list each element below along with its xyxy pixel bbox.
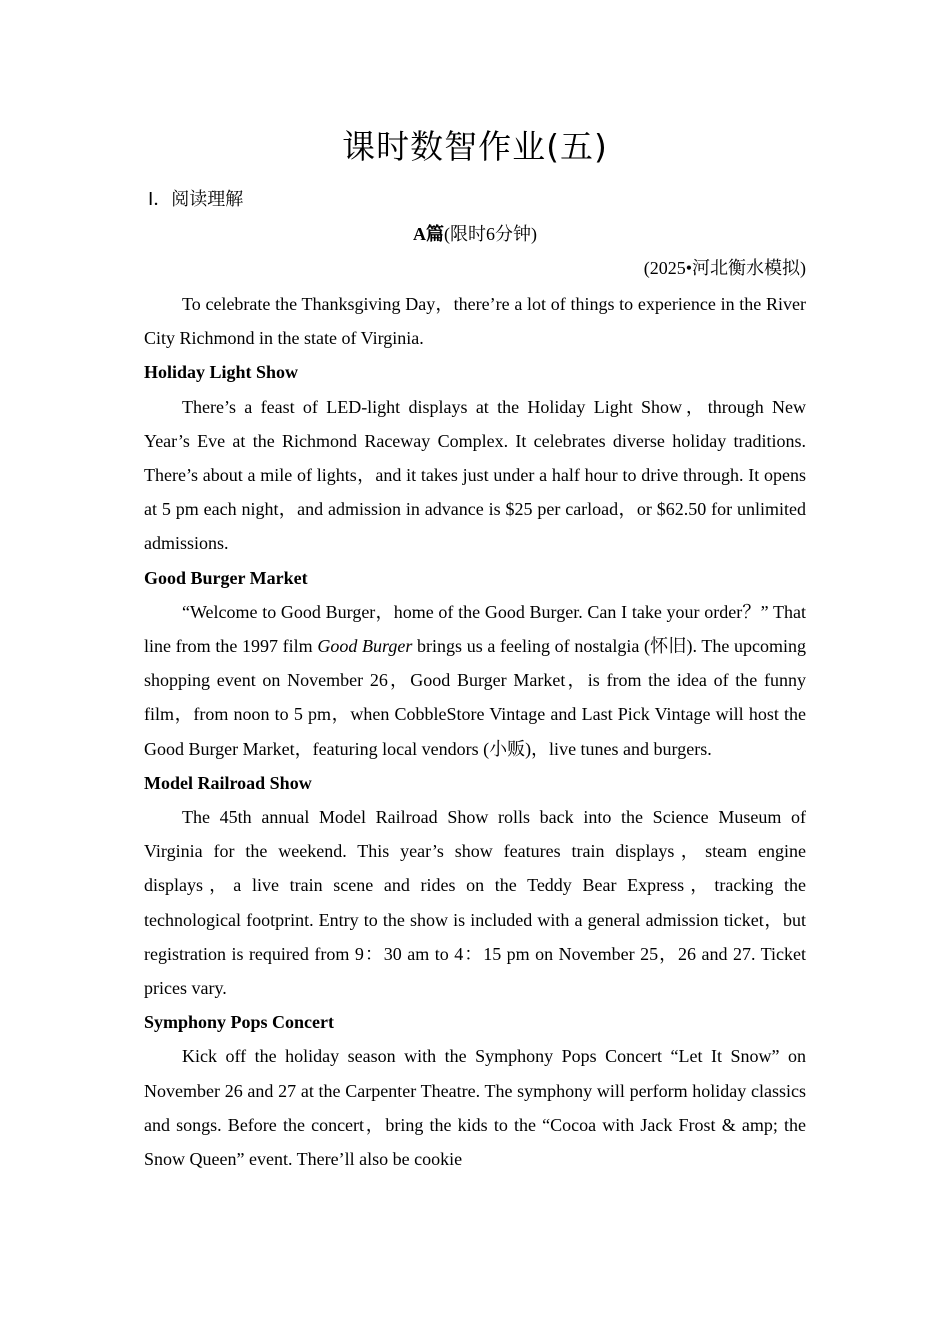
good-burger-text-part1: “Welcome to Good Burger，home of the Good Burger. Can I take your order？” That line from the 1997 film (144, 601, 806, 657)
intro-paragraph: To celebrate the Thanksgiving Day，there’re a lot of things to experience in the River City Richmond in the state of Virginia. (144, 294, 806, 349)
passage-name: A篇 (413, 224, 444, 244)
symphony-paragraph: Kick off the holiday season with the Symphony Pops Concert “Let It Snow” on November 26 and 27 at the Carpenter Theatre. The symphony will perform holiday classics and songs. Before the concert，bring the kids to the “Cocoa with Jack Frost & amp; the Snow Queen” event. There’ll also be cookie (144, 1046, 806, 1170)
source-citation: (2025•河北衡水模拟) (643, 258, 806, 278)
model-railroad-heading: Model Railroad Show (144, 772, 312, 793)
passage-label (0, 220, 950, 248)
holiday-light-paragraph: There’s a feast of LED-light displays at the Holiday Light Show，through New Year’s Eve at the Richmond Raceway Complex. It celebrates diverse holiday traditions. There’s about a mile of lights，and it takes just under a half hour to drive through. It opens at 5 pm each night，and admission in advance is $25 per carload，or $62.50 for unlimited admissions. (144, 396, 806, 554)
good-burger-heading: Good Burger Market (144, 567, 308, 588)
good-burger-text-part2: brings us a feeling of nostalgia (怀旧). The upcoming shopping event on November 26，Good Burger Market，is from the idea of the funny film，from noon to 5 pm，when CobbleStore Vintage and Last Pick Vintage will host the Good Burger Market，featuring local vendors (小贩)，live tunes and burgers. (144, 636, 807, 759)
section-heading: Ⅰ．阅读理解 (148, 189, 244, 210)
holiday-light-heading: Holiday Light Show (144, 362, 299, 383)
article-body (144, 287, 806, 1176)
model-railroad-paragraph: The 45th annual Model Railroad Show rolls back into the Science Museum of Virginia for the weekend. This year’s show features train displays，steam engine displays，a live train scene and rides on the Teddy Bear Express，tracking the technological footprint. Entry to the show is included with a general admission ticket，but registration is required from 9：30 am to 4：15 pm on November 25，26 and 27. Ticket prices vary. (144, 807, 806, 999)
good-burger-paragraph (144, 595, 806, 766)
page-title: 课时数智作业(五) (342, 127, 608, 166)
symphony-heading: Symphony Pops Concert (144, 1012, 335, 1033)
passage-time-limit: (限时6分钟) (444, 224, 537, 244)
film-title: Good Burger (317, 636, 413, 657)
